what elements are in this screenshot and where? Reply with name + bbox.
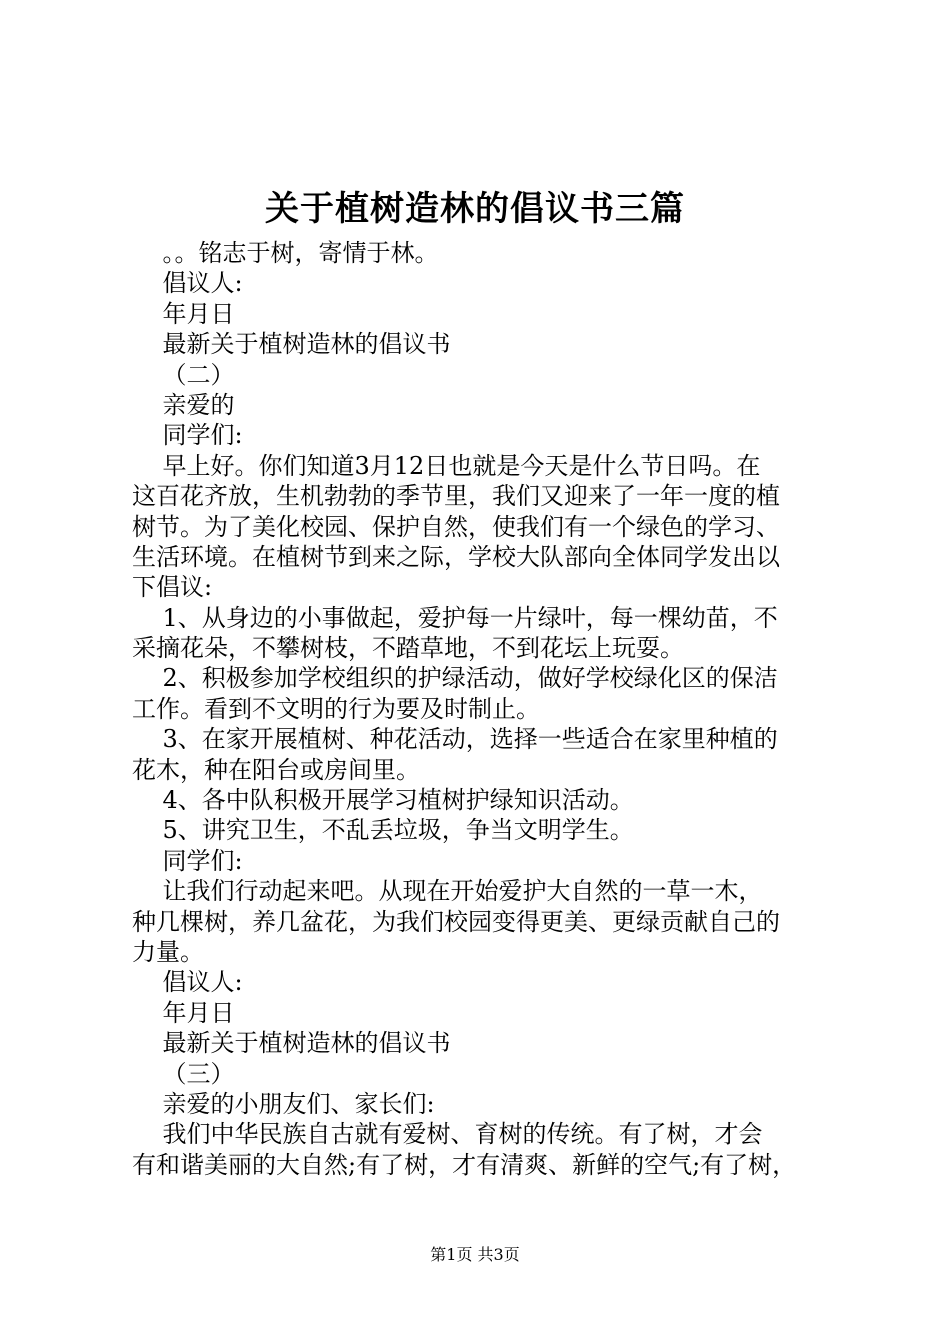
body-line: 2、积极参加学校组织的护绿活动，做好学校绿化区的保洁 xyxy=(132,664,778,693)
body-line: 1、从身边的小事做起，爱护每一片绿叶，每一棵幼苗，不 xyxy=(132,603,778,632)
document-title: 关于植树造林的倡议书三篇 xyxy=(265,189,685,229)
body-line: 最新关于植树造林的倡议书 xyxy=(132,330,451,359)
body-line: 最新关于植树造林的倡议书 xyxy=(132,1029,451,1058)
document-body xyxy=(132,238,832,1180)
body-line: 倡议人: xyxy=(132,968,243,997)
body-line: 同学们: xyxy=(132,421,243,450)
body-line: 3、在家开展植树、种花活动，选择一些适合在家里种植的 xyxy=(132,725,778,754)
body-line: 年月日 xyxy=(132,998,235,1027)
body-line: （三） xyxy=(132,1059,235,1088)
body-line: 采摘花朵，不攀树枝，不踏草地，不到花坛上玩耍。 xyxy=(132,634,684,663)
body-line: 种几棵树，养几盆花，为我们校园变得更美、更绿贡献自己的 xyxy=(132,907,780,936)
body-line: 生活环境。在植树节到来之际，学校大队部向全体同学发出以 xyxy=(132,542,780,571)
body-line: 早上好。你们知道3月12日也就是今天是什么节日吗。在 xyxy=(132,451,761,480)
body-line: 。。铭志于树，寄情于林。 xyxy=(132,239,439,267)
body-line: 5、讲究卫生，不乱丢垃圾，争当文明学生。 xyxy=(132,816,634,845)
page-number-footer: 第1页 共3页 xyxy=(430,1245,520,1264)
body-line: 我们中华民族自古就有爱树、育树的传统。有了树，才会 xyxy=(132,1120,763,1149)
body-line: 有和谐美丽的大自然;有了树，才有清爽、新鲜的空气;有了树， xyxy=(132,1150,797,1179)
body-line: 倡议人: xyxy=(132,269,243,298)
body-line: 4、各中队积极开展学习植树护绿知识活动。 xyxy=(132,786,634,815)
body-line: 力量。 xyxy=(132,937,204,966)
body-line: 花木，种在阳台或房间里。 xyxy=(132,755,420,784)
body-line: 工作。看到不文明的行为要及时制止。 xyxy=(132,694,540,723)
body-line: （二） xyxy=(132,360,235,389)
body-line: 这百花齐放，生机勃勃的季节里，我们又迎来了一年一度的植 xyxy=(132,482,780,511)
body-line: 亲爱的 xyxy=(132,390,235,419)
body-line: 树节。为了美化校园、保护自然，使我们有一个绿色的学习、 xyxy=(132,512,780,541)
body-line: 让我们行动起来吧。从现在开始爱护大自然的一草一木， xyxy=(132,877,763,906)
body-line: 下倡议: xyxy=(132,573,213,602)
body-line: 同学们: xyxy=(132,846,243,875)
body-line: 年月日 xyxy=(132,299,235,328)
body-line: 亲爱的小朋友们、家长们: xyxy=(132,1089,435,1118)
